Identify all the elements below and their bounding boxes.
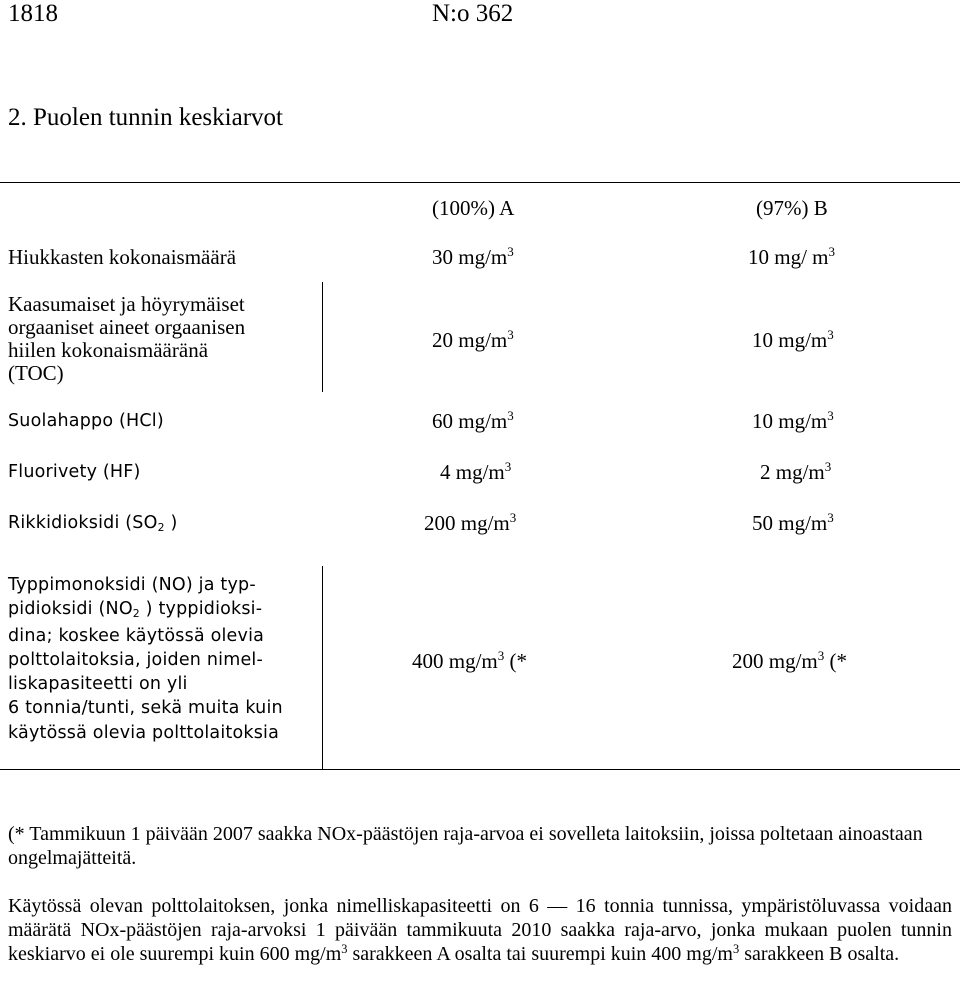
table-top-rule bbox=[0, 182, 960, 183]
row-value-toc-a: 20 $mg/m^3$ bbox=[432, 327, 514, 352]
row-value-so2-a: 200 $mg/m^3$ bbox=[424, 510, 517, 535]
row-label-so2: Rikkidioksidi ($SO_2$ ) bbox=[8, 513, 178, 534]
row-label-hf: Fluorivety (HF) bbox=[8, 462, 141, 482]
document-number: N:o 362 bbox=[432, 0, 514, 27]
row-label-hcl: Suolahappo (HCl) bbox=[8, 411, 164, 431]
row-label-toc: Kaasumaiset ja höyrymäiset orgaaniset aineet orgaanisen hiilen kokonaismääränä (TOC) bbox=[8, 292, 246, 385]
row-value-hf-b: 2 $mg/m^3$ bbox=[760, 459, 832, 484]
closing-paragraph: Käytössä olevan polttolaitoksen, jonka nimelliskapasiteetti on 6 — 16 tonnia tunnissa, ympäristöluvassa voidaan määrätä NOx-päästöjen raja-arvoksi 1 päivään tammikuuta 2010 saakka raja-arvo, jonka mukaan puolen tunnin keskiarvo ei ole suurempi kuin 600 $mg/m^3$ sarakkeen A osalta tai suurempi kuin 400 $mg/m^3$ sarakkeen B osalta. bbox=[8, 895, 952, 965]
row-value-particles-b: 10 mg/ $m^3$ bbox=[748, 244, 836, 269]
row-value-so2-b: 50 $mg/m^3$ bbox=[752, 510, 834, 535]
page-number: 1818 bbox=[8, 0, 58, 27]
row-value-hcl-b: 10 $mg/m^3$ bbox=[752, 408, 834, 433]
footnote: (* Tammikuun 1 päivään 2007 saakka NOx-päästöjen raja-arvoa ei sovelleta laitoksiin, joissa poltetaan ainoastaan ongelmajätteitä. bbox=[8, 823, 923, 869]
row-value-toc-b: 10 $mg/m^3$ bbox=[752, 327, 834, 352]
toc-row-divider bbox=[322, 282, 323, 392]
table-bottom-rule bbox=[0, 769, 960, 770]
row-value-nox-b: 200 $mg/m^3$ (* bbox=[732, 648, 848, 673]
row-value-nox-a: 400 $mg/m^3$ (* bbox=[412, 648, 528, 673]
row-label-nox: Typpimonoksidi (NO) ja typ- pidioksidi ($NO_2$ ) typpidioksi- dina; koskee käytössä olevia polttolaitoksia, joiden nimel- liskapasiteetti on yli 6 tonnia/tunti, sekä muita kuin käytössä olevia polttolaitoksia bbox=[8, 575, 283, 743]
section-title: 2. Puolen tunnin keskiarvot bbox=[8, 104, 283, 131]
row-label-particles: Hiukkasten kokonaismäärä bbox=[8, 245, 237, 269]
row-value-hf-a: 4 $mg/m^3$ bbox=[440, 459, 512, 484]
column-header-b: (97%) B bbox=[756, 196, 828, 220]
row-value-hcl-a: 60 $mg/m^3$ bbox=[432, 408, 514, 433]
column-header-a: (100%) A bbox=[432, 196, 515, 220]
nox-row-divider bbox=[322, 566, 323, 769]
row-value-particles-a: 30 $mg/m^3$ bbox=[432, 244, 514, 269]
